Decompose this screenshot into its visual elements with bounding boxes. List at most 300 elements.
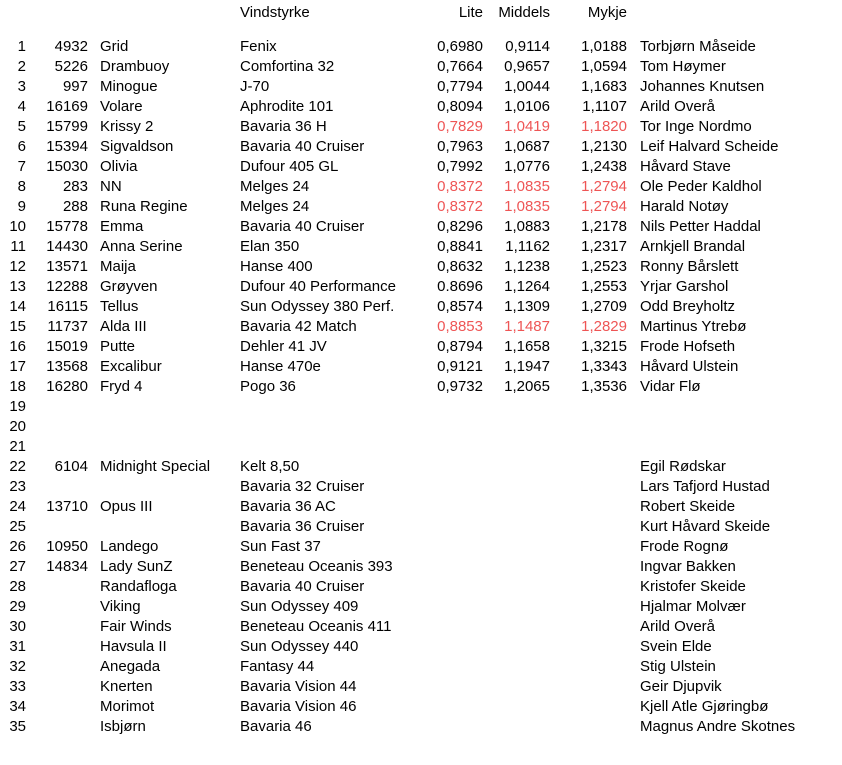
header-vindstyrke: Vindstyrke (240, 4, 310, 21)
table-row (0, 517, 842, 537)
rating-middels (483, 537, 550, 557)
table-row (0, 57, 842, 77)
rating-mykje: 1,2317 (581, 238, 627, 255)
table-row (0, 397, 842, 417)
rating-middels: 1,0044 (504, 78, 550, 95)
owner-name: Odd Breyholtz (640, 298, 736, 315)
rating-mykje (550, 597, 627, 617)
rating-lite: 0,8574 (437, 298, 483, 315)
row-number: 28 (9, 578, 26, 595)
boat-name: Morimot (100, 698, 155, 715)
sail-number: 13568 (46, 358, 88, 375)
rating-mykje: 1,2178 (581, 218, 627, 235)
boat-type: Bavaria 36 AC (240, 498, 336, 515)
boat-type: Aphrodite 101 (240, 98, 334, 115)
rating-lite (430, 717, 483, 737)
boat-name: NN (100, 178, 122, 195)
boat-name: Maija (100, 258, 136, 275)
boat-name (88, 417, 240, 437)
rating-lite (430, 657, 483, 677)
header-middels: Middels (498, 4, 550, 21)
rating-mykje (550, 437, 627, 457)
rating-lite: 0,9121 (437, 358, 483, 375)
row-number: 8 (17, 178, 26, 195)
rating-lite (430, 697, 483, 717)
rating-mykje: 1,2794 (581, 198, 627, 215)
boat-name: Krissy 2 (100, 118, 154, 135)
table-row (0, 497, 842, 517)
rating-lite: 0,7992 (437, 158, 483, 175)
table-row (0, 457, 842, 477)
rating-middels: 0,9657 (504, 58, 550, 75)
row-number: 18 (9, 378, 26, 395)
boat-name: Minogue (100, 78, 158, 95)
owner-name: Kristofer Skeide (640, 578, 746, 595)
rating-lite (430, 497, 483, 517)
row-number: 17 (9, 358, 26, 375)
header-mykje: Mykje (587, 4, 627, 21)
owner-name: Robert Skeide (640, 498, 736, 515)
boat-type: Dehler 41 JV (240, 338, 327, 355)
row-number: 3 (17, 78, 26, 95)
sail-number (26, 517, 88, 537)
table-row (0, 317, 842, 337)
boat-name (88, 517, 240, 537)
boat-type (240, 437, 430, 457)
owner-name: Egil Rødskar (640, 458, 726, 475)
table-row (0, 557, 842, 577)
rating-mykje: 1,0594 (581, 58, 627, 75)
rating-middels: 1,1162 (505, 238, 550, 255)
owner-name (627, 417, 842, 437)
boat-name: Isbjørn (100, 718, 146, 735)
sail-number (26, 657, 88, 677)
sail-number (26, 417, 88, 437)
sail-number (26, 677, 88, 697)
owner-name: Yrjar Garshol (640, 278, 729, 295)
row-number: 10 (9, 218, 26, 235)
rating-middels: 0,9114 (505, 38, 550, 55)
sail-number: 15394 (46, 138, 88, 155)
owner-name: Torbjørn Måseide (640, 38, 756, 55)
sail-number: 11737 (47, 318, 88, 335)
sail-number: 6104 (54, 458, 88, 475)
boat-type: Melges 24 (240, 198, 310, 215)
rating-lite (430, 537, 483, 557)
rating-middels: 1,1487 (504, 318, 550, 335)
boat-name: Landego (100, 538, 159, 555)
rating-mykje (550, 697, 627, 717)
rating-lite: 0,8372 (437, 178, 483, 195)
boat-name: Emma (100, 218, 144, 235)
row-number: 26 (9, 538, 26, 555)
owner-name: Harald Notøy (640, 198, 729, 215)
boat-name: Sigvaldson (100, 138, 174, 155)
owner-name: Ingvar Bakken (640, 558, 736, 575)
boat-name: Putte (100, 338, 136, 355)
rating-mykje (550, 517, 627, 537)
owner-name: Arnkjell Brandal (640, 238, 746, 255)
sail-number: 13571 (46, 258, 88, 275)
rating-mykje: 1,2709 (581, 298, 627, 315)
boat-type: Hanse 400 (240, 258, 313, 275)
rating-lite: 0,7664 (437, 58, 483, 75)
rating-lite (430, 677, 483, 697)
owner-name: Arild Overå (640, 618, 716, 635)
rating-mykje: 1,2553 (581, 278, 627, 295)
row-number: 34 (9, 698, 26, 715)
owner-name: Ole Peder Kaldhol (640, 178, 762, 195)
boat-type: Pogo 36 (240, 378, 296, 395)
sail-number: 16280 (46, 378, 88, 395)
rating-middels (483, 697, 550, 717)
rating-mykje: 1,3343 (581, 358, 627, 375)
rating-mykje: 1,2829 (581, 318, 627, 335)
rating-lite (430, 477, 483, 497)
header-sail-number (26, 3, 88, 23)
row-number: 31 (9, 638, 26, 655)
sail-number (26, 637, 88, 657)
rating-mykje (550, 497, 627, 517)
boat-type: Sun Odyssey 380 Perf. (240, 298, 395, 315)
rating-middels (483, 677, 550, 697)
sail-number (26, 397, 88, 417)
sail-number (26, 577, 88, 597)
rating-mykje (550, 637, 627, 657)
rating-lite (430, 397, 483, 417)
table-row (0, 77, 842, 97)
sail-number: 15019 (46, 338, 88, 355)
rating-mykje: 1,1683 (581, 78, 627, 95)
sail-number (26, 477, 88, 497)
boat-name: Drambuoy (100, 58, 170, 75)
owner-name: Vidar Flø (640, 378, 701, 395)
sail-number: 13710 (46, 498, 88, 515)
boat-name: Fryd 4 (100, 378, 143, 395)
boat-name: Midnight Special (100, 458, 211, 475)
rating-middels: 1,1264 (504, 278, 550, 295)
rating-lite (430, 637, 483, 657)
header-row-number (0, 3, 26, 23)
rating-mykje: 1,3536 (581, 378, 627, 395)
owner-name: Stig Ulstein (640, 658, 716, 675)
boat-type: Bavaria 32 Cruiser (240, 478, 365, 495)
sail-number: 15030 (46, 158, 88, 175)
boat-type: Bavaria 36 H (240, 118, 327, 135)
rating-mykje (550, 677, 627, 697)
rating-middels: 1,0687 (504, 138, 550, 155)
boat-name: Randafloga (100, 578, 177, 595)
sail-number: 12288 (46, 278, 88, 295)
row-number: 4 (17, 98, 26, 115)
row-number: 23 (9, 478, 26, 495)
rating-mykje (550, 557, 627, 577)
owner-name: Hjalmar Molvær (640, 598, 746, 615)
row-number: 5 (17, 118, 26, 135)
owner-name: Tor Inge Nordmo (640, 118, 752, 135)
row-number: 14 (9, 298, 26, 315)
row-number: 32 (9, 658, 26, 675)
owner-name: Ronny Bårslett (640, 258, 739, 275)
sail-number: 5226 (54, 58, 88, 75)
table-row (0, 417, 842, 437)
boat-type: Hanse 470e (240, 358, 321, 375)
boat-type: J-70 (240, 78, 270, 95)
owner-name: Nils Petter Haddal (640, 218, 761, 235)
row-number: 15 (9, 318, 26, 335)
boat-name: Knerten (100, 678, 153, 695)
rating-middels (483, 457, 550, 477)
rating-middels: 1,1658 (504, 338, 550, 355)
boat-type (240, 417, 430, 437)
rating-middels (483, 417, 550, 437)
owner-name: Kurt Håvard Skeide (640, 518, 771, 535)
rating-lite: 0,8372 (437, 198, 483, 215)
boat-type: Sun Fast 37 (240, 538, 321, 555)
table-row (0, 277, 842, 297)
rating-middels (483, 597, 550, 617)
table-row (0, 617, 842, 637)
boat-name (88, 397, 240, 417)
rating-lite: 0,7963 (437, 138, 483, 155)
rating-middels: 1,0835 (504, 198, 550, 215)
rating-middels: 1,0106 (504, 98, 550, 115)
table-row (0, 157, 842, 177)
owner-name: Arild Overå (640, 98, 716, 115)
row-number: 21 (9, 438, 26, 455)
rating-mykje (550, 457, 627, 477)
table-row (0, 637, 842, 657)
table-body (0, 37, 842, 737)
owner-name: Svein Elde (640, 638, 712, 655)
rating-lite: 0,7794 (437, 78, 483, 95)
rating-mykje (550, 397, 627, 417)
owner-name: Leif Halvard Scheide (640, 138, 779, 155)
rating-lite: 0,8632 (437, 258, 483, 275)
sail-number (26, 697, 88, 717)
rating-lite (430, 577, 483, 597)
owner-name: Martinus Ytrebø (640, 318, 747, 335)
rating-mykje: 1,2438 (581, 158, 627, 175)
rating-middels: 1,1947 (504, 358, 550, 375)
boat-name: Anna Serine (100, 238, 183, 255)
rating-middels: 1,0419 (504, 118, 550, 135)
rating-mykje: 1,2794 (581, 178, 627, 195)
boat-type: Bavaria 46 (240, 718, 312, 735)
table-row (0, 297, 842, 317)
table-row (0, 377, 842, 397)
rating-lite: 0.8696 (437, 278, 483, 295)
rating-lite: 0,8094 (437, 98, 483, 115)
table-row (0, 657, 842, 677)
owner-name (627, 437, 842, 457)
row-number: 22 (9, 458, 26, 475)
boat-type: Sun Odyssey 409 (240, 598, 359, 615)
row-number: 11 (10, 238, 26, 255)
rating-middels (483, 557, 550, 577)
sail-number (26, 597, 88, 617)
owner-name: Kjell Atle Gjøringbø (640, 698, 769, 715)
row-number: 20 (9, 418, 26, 435)
rating-mykje: 1,2130 (581, 138, 627, 155)
boat-type: Bavaria 42 Match (240, 318, 357, 335)
rating-lite (430, 557, 483, 577)
table-row (0, 237, 842, 257)
boat-type: Fenix (240, 38, 277, 55)
owner-name: Håvard Ulstein (640, 358, 739, 375)
row-number: 33 (9, 678, 26, 695)
rating-lite: 0,8794 (437, 338, 483, 355)
header-owner (627, 3, 842, 23)
boat-name: Runa Regine (100, 198, 188, 215)
rating-middels (483, 637, 550, 657)
sail-number (26, 717, 88, 737)
row-number: 1 (17, 38, 26, 55)
sail-number: 10950 (46, 538, 88, 555)
rating-middels (483, 657, 550, 677)
row-number: 13 (9, 278, 26, 295)
owner-name: Lars Tafjord Hustad (640, 478, 770, 495)
rating-mykje (550, 617, 627, 637)
boat-type: Beneteau Oceanis 411 (240, 618, 392, 635)
rating-middels (483, 497, 550, 517)
boat-type: Dufour 40 Performance (240, 278, 396, 295)
owner-name: Håvard Stave (640, 158, 731, 175)
row-number: 19 (9, 398, 26, 415)
boat-type: Bavaria Vision 46 (240, 698, 357, 715)
boat-name: Viking (100, 598, 141, 615)
boat-name (88, 477, 240, 497)
row-number: 35 (9, 718, 26, 735)
rating-mykje (550, 717, 627, 737)
table-row (0, 577, 842, 597)
rating-mykje (550, 537, 627, 557)
sail-number: 16169 (46, 98, 88, 115)
rating-middels: 1,0883 (504, 218, 550, 235)
boat-name: Havsula II (100, 638, 167, 655)
boat-type: Melges 24 (240, 178, 310, 195)
sail-number: 16115 (47, 298, 88, 315)
boat-type: Bavaria 36 Cruiser (240, 518, 365, 535)
boat-name: Alda III (100, 318, 147, 335)
row-number: 12 (9, 258, 26, 275)
rating-lite (430, 617, 483, 637)
table-row (0, 177, 842, 197)
table-row (0, 357, 842, 377)
sail-number: 15799 (46, 118, 88, 135)
rating-lite (430, 457, 483, 477)
rating-middels (483, 477, 550, 497)
table-row (0, 697, 842, 717)
boat-type: Fantasy 44 (240, 658, 315, 675)
sail-number (26, 437, 88, 457)
table-row (0, 337, 842, 357)
sail-number (26, 617, 88, 637)
sail-number: 283 (62, 178, 88, 195)
rating-mykje (550, 657, 627, 677)
boat-type: Beneteau Oceanis 393 (240, 558, 393, 575)
table-row (0, 37, 842, 57)
row-number: 7 (17, 158, 26, 175)
header-boat-name (88, 3, 240, 23)
sail-number: 997 (62, 78, 88, 95)
table-row (0, 677, 842, 697)
table-row (0, 537, 842, 557)
rating-middels: 1,1309 (504, 298, 550, 315)
rating-lite (430, 517, 483, 537)
rating-mykje: 1,1820 (581, 118, 627, 135)
rating-middels: 1,0776 (504, 158, 550, 175)
rating-lite: 0,8296 (437, 218, 483, 235)
table-row (0, 97, 842, 117)
rating-lite: 0,7829 (437, 118, 483, 135)
rating-lite: 0,9732 (437, 378, 483, 395)
rating-lite: 0,8853 (437, 318, 483, 335)
table-row (0, 117, 842, 137)
row-number: 30 (9, 618, 26, 635)
boat-name: Opus III (100, 498, 153, 515)
sail-number: 14430 (46, 238, 88, 255)
table-row (0, 217, 842, 237)
boat-name: Lady SunZ (100, 558, 173, 575)
boat-name: Volare (100, 98, 143, 115)
table-header-row (0, 3, 842, 23)
sail-number: 4932 (54, 38, 88, 55)
row-number: 24 (9, 498, 26, 515)
boat-type: Bavaria Vision 44 (240, 678, 357, 695)
row-number: 6 (17, 138, 26, 155)
table-row (0, 257, 842, 277)
rating-mykje: 1,0188 (581, 38, 627, 55)
row-number: 25 (9, 518, 26, 535)
sail-number: 288 (62, 198, 88, 215)
row-number: 16 (9, 338, 26, 355)
rating-middels: 1,1238 (504, 258, 550, 275)
boat-type: Kelt 8,50 (240, 458, 300, 475)
table-row (0, 437, 842, 457)
rating-mykje: 1,2523 (581, 258, 627, 275)
rating-middels: 1,2065 (504, 378, 550, 395)
row-number: 27 (9, 558, 26, 575)
rating-middels (483, 517, 550, 537)
table-row (0, 717, 842, 737)
boat-name (88, 437, 240, 457)
table-row (0, 597, 842, 617)
header-gap (0, 23, 842, 37)
owner-name: Tom Høymer (640, 58, 726, 75)
rating-lite: 0,8841 (437, 238, 483, 255)
header-lite: Lite (458, 4, 483, 21)
row-number: 9 (17, 198, 26, 215)
rating-middels (483, 397, 550, 417)
rating-middels (483, 617, 550, 637)
rating-middels: 1,0835 (504, 178, 550, 195)
table-row (0, 137, 842, 157)
boat-name: Olivia (100, 158, 138, 175)
boat-type: Dufour 405 GL (240, 158, 339, 175)
boat-name: Grøyven (100, 278, 158, 295)
boat-name: Excalibur (100, 358, 162, 375)
rating-mykje (550, 477, 627, 497)
owner-name: Frode Hofseth (640, 338, 736, 355)
rating-mykje: 1,1107 (582, 98, 627, 115)
table-row (0, 477, 842, 497)
boat-name: Fair Winds (100, 618, 172, 635)
owner-name: Magnus Andre Skotnes (640, 718, 796, 735)
boat-type: Comfortina 32 (240, 58, 335, 75)
rating-mykje (550, 417, 627, 437)
row-number: 2 (17, 58, 26, 75)
